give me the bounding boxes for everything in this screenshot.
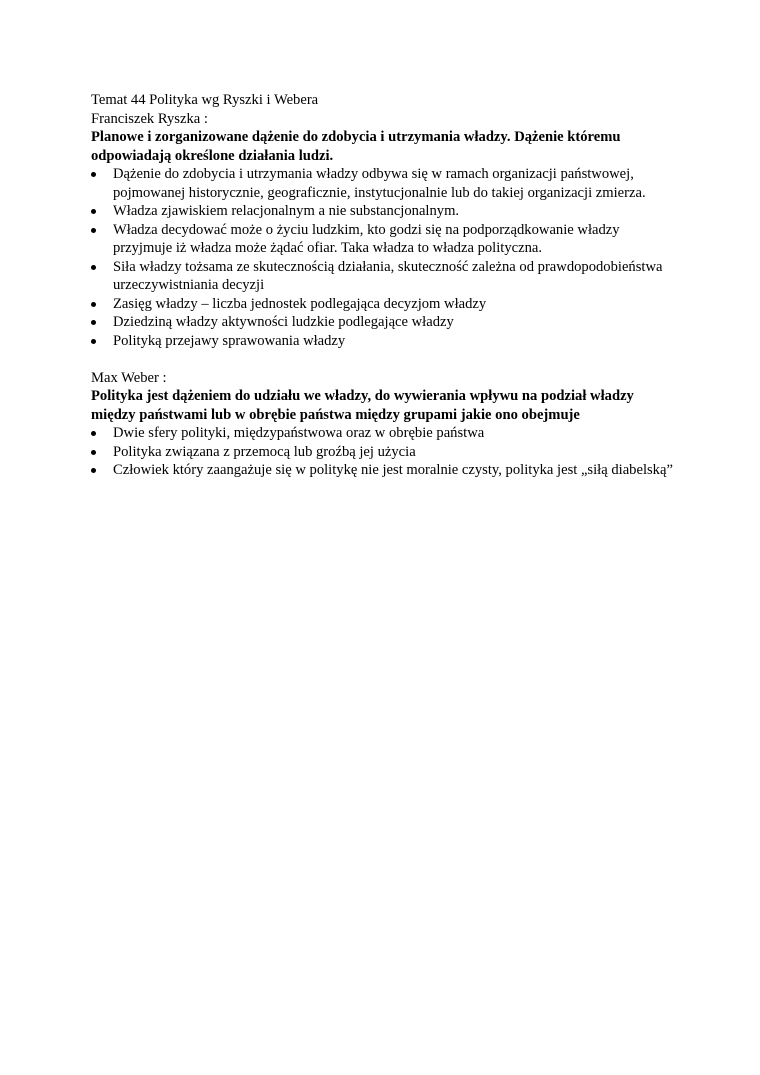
list-item <box>91 295 681 314</box>
bullet-icon <box>91 320 96 325</box>
list-item <box>91 258 681 295</box>
ryszka-bullet-list <box>91 165 681 350</box>
document-page <box>91 91 681 480</box>
bullet-icon <box>91 450 96 455</box>
list-item <box>91 443 681 462</box>
ryszka-definition: Planowe i zorganizowane dążenie do zdobycia i utrzymania władzy. Dążenie któremu odpowiadają określone działania ludzi. <box>91 129 621 164</box>
list-item-text: Siła władzy tożsama ze skutecznością działania, skuteczność zależna od prawdopodobieństwa urzeczywistniania decyzji <box>113 258 663 293</box>
list-item <box>91 165 681 202</box>
ryszka-author-label: Franciszek Ryszka : <box>91 110 208 127</box>
list-item <box>91 332 681 351</box>
list-item-text: Człowiek który zaangażuje się w politykę nie jest moralnie czysty, polityka jest „siłą diabelską” <box>113 462 673 478</box>
list-item-text: Dziedziną władzy aktywności ludzkie podlegające władzy <box>113 314 454 330</box>
paragraph-spacer <box>91 350 681 369</box>
bullet-icon <box>91 172 96 177</box>
document-heading: Temat 44 Polityka wg Ryszki i Webera <box>91 92 319 108</box>
list-item-text: Zasięg władzy – liczba jednostek podlegająca decyzjom władzy <box>113 295 487 312</box>
list-item-text: Dwie sfery polityki, międzypaństwowa oraz w obrębie państwa <box>113 425 485 441</box>
bullet-icon <box>91 339 96 344</box>
bullet-icon <box>91 209 96 214</box>
bullet-icon <box>91 302 96 307</box>
list-item <box>91 221 681 258</box>
list-item-text: Polityka związana z przemocą lub groźbą jej użycia <box>113 443 416 460</box>
list-item-text: Dążenie do zdobycia i utrzymania władzy odbywa się w ramach organizacji państwowej, pojmowanej historycznie, geograficznie, instytucjonalnie lub do takiej organizacji zmierza. <box>113 166 646 201</box>
bullet-icon <box>91 431 96 436</box>
list-item-text: Władza decydować może o życiu ludzkim, kto godzi się na podporządkowanie władzy przyjmuje iż władza może żądać ofiar. Taka władza to władza polityczna. <box>113 221 620 256</box>
weber-author-label: Max Weber : <box>91 369 167 386</box>
weber-definition: Polityka jest dążeniem do udziału we władzy, do wywierania wpływu na podział władzy między państwami lub w obrębie państwa między grupami jakie ono obejmuje <box>91 388 634 423</box>
list-item <box>91 424 681 443</box>
list-item <box>91 461 681 480</box>
list-item-text: Polityką przejawy sprawowania władzy <box>113 332 346 349</box>
weber-bullet-list <box>91 424 681 480</box>
bullet-icon <box>91 265 96 270</box>
bullet-icon <box>91 468 96 473</box>
list-item-text: Władza zjawiskiem relacjonalnym a nie substancjonalnym. <box>113 203 460 219</box>
list-item <box>91 313 681 332</box>
bullet-icon <box>91 228 96 233</box>
list-item <box>91 202 681 221</box>
